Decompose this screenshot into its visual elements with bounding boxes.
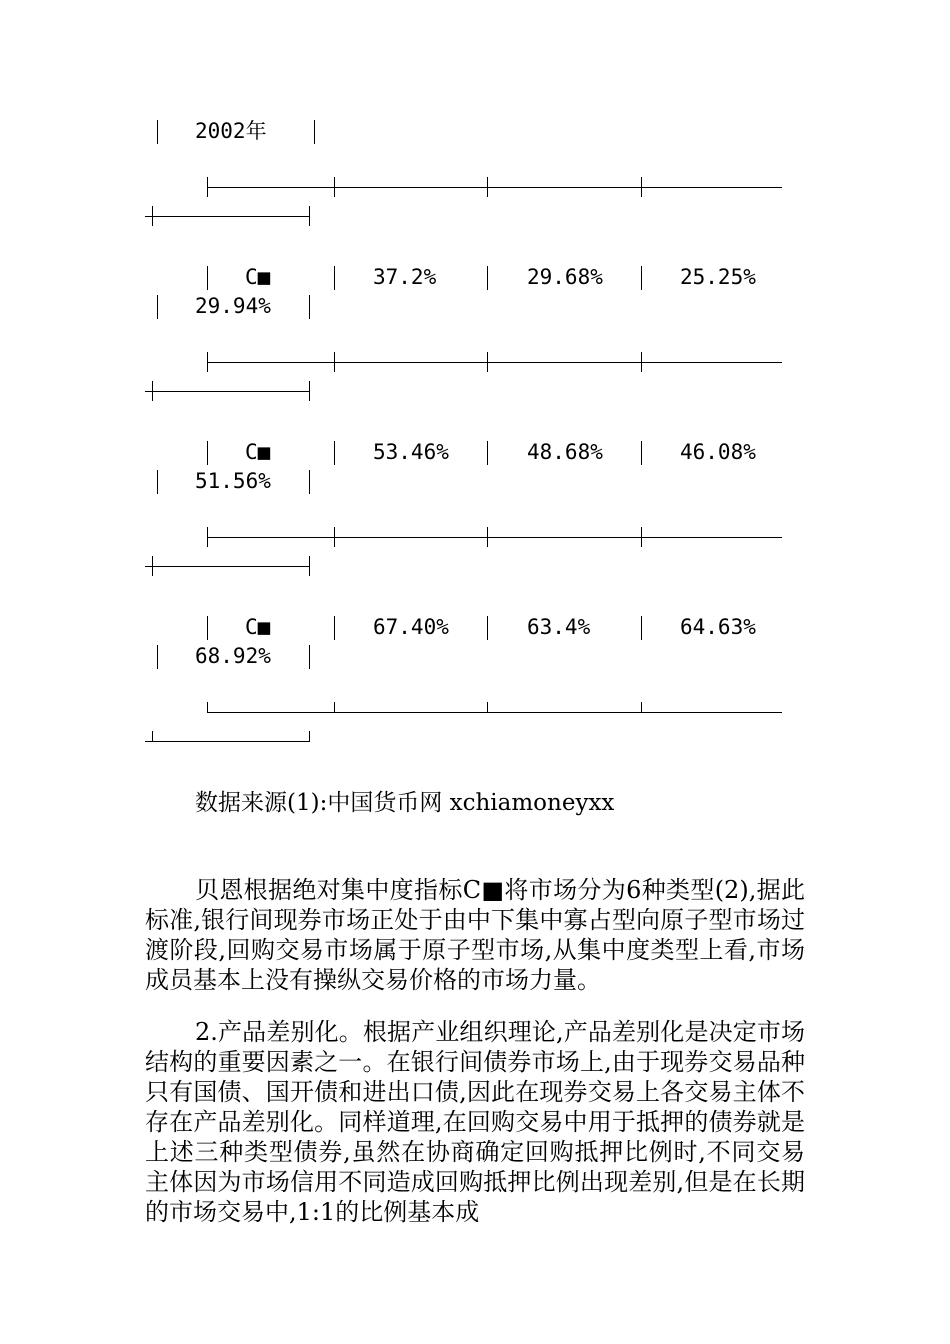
table-border: [334, 177, 335, 197]
table-border: [207, 352, 208, 372]
row-label: C■: [245, 265, 271, 289]
table-separator: [207, 362, 782, 363]
table-border: [334, 441, 335, 465]
table-border: [334, 702, 335, 713]
table-border: [207, 177, 208, 197]
table-border: [157, 645, 158, 669]
table-border: [641, 441, 642, 465]
table-separator: [207, 537, 782, 538]
table-border: [487, 352, 488, 372]
cell-value: 46.08%: [680, 440, 756, 464]
table-border: [487, 177, 488, 197]
table-border: [641, 177, 642, 197]
row-label: C■: [245, 615, 271, 639]
table-border: [641, 702, 642, 713]
table-border: [152, 556, 153, 576]
table-border: [487, 266, 488, 290]
data-source: 数据来源(1):中国货币网 xchiamoneyxx: [195, 790, 615, 816]
cell-value: 29.94%: [195, 294, 271, 318]
table-border: [641, 352, 642, 372]
table-border: [152, 206, 153, 226]
table-separator: [145, 741, 310, 742]
table-border: [487, 441, 488, 465]
table-border: [334, 616, 335, 640]
table-border: [309, 645, 310, 669]
table-border: [309, 206, 310, 226]
table-border: [207, 702, 208, 713]
table-border: [157, 470, 158, 494]
cell-value: 37.2%: [373, 265, 437, 289]
table-border: [207, 527, 208, 547]
table-border: [309, 470, 310, 494]
table-border: [334, 352, 335, 372]
row-label: C■: [245, 440, 271, 464]
cell-value: 25.25%: [680, 265, 756, 289]
table-border: [641, 527, 642, 547]
table-border: [309, 731, 310, 742]
table-border: [309, 381, 310, 401]
cell-value: 67.40%: [373, 615, 449, 639]
table-separator: [145, 566, 310, 567]
cell-value: 51.56%: [195, 469, 271, 493]
table-separator: [207, 712, 782, 713]
table-border: [334, 266, 335, 290]
table-border: [334, 527, 335, 547]
table-border: [309, 556, 310, 576]
table-border: [641, 266, 642, 290]
cell-value: 68.92%: [195, 644, 271, 668]
table-separator: [145, 216, 310, 217]
table-header-year: 2002年: [195, 119, 267, 143]
table-border: [207, 441, 208, 465]
table-border: [152, 381, 153, 401]
cell-value: 63.4%: [527, 615, 591, 639]
table-border: [487, 616, 488, 640]
cell-value: 48.68%: [527, 440, 603, 464]
table-border: [157, 295, 158, 319]
table-border: [487, 527, 488, 547]
cell-value: 29.68%: [527, 265, 603, 289]
body-paragraph: 2.产品差别化。根据产业组织理论,产品差别化是决定市场结构的重要因素之一。在银行间债券市场上,由于现券交易品种只有国债、国开债和进出口债,因此在现券交易上各交易主体不存在产品差别化。同样道理,在回购交易中用于抵押的债券就是上述三种类型债券,虽然在协商确定回购抵押比例时,不同交易主体因为市场信用不同造成回购抵押比例出现差别,但是在长期的市场交易中,1:1的比例基本成: [145, 1018, 805, 1226]
table-border: [309, 295, 310, 319]
table-border: [641, 616, 642, 640]
table-border: [314, 120, 315, 144]
table-separator: [207, 187, 782, 188]
body-paragraph: 贝恩根据绝对集中度指标C■将市场分为6种类型(2),据此标准,银行间现券市场正处于由中下集中寡占型向原子型市场过渡阶段,回购交易市场属于原子型市场,从集中度类型上看,市场成员基本上没有操纵交易价格的市场力量。: [145, 876, 805, 994]
cell-value: 53.46%: [373, 440, 449, 464]
table-border: [207, 266, 208, 290]
table-border: [207, 616, 208, 640]
table-border: [152, 731, 153, 742]
table-border: [157, 120, 158, 144]
table-border: [487, 702, 488, 713]
table-separator: [145, 391, 310, 392]
cell-value: 64.63%: [680, 615, 756, 639]
